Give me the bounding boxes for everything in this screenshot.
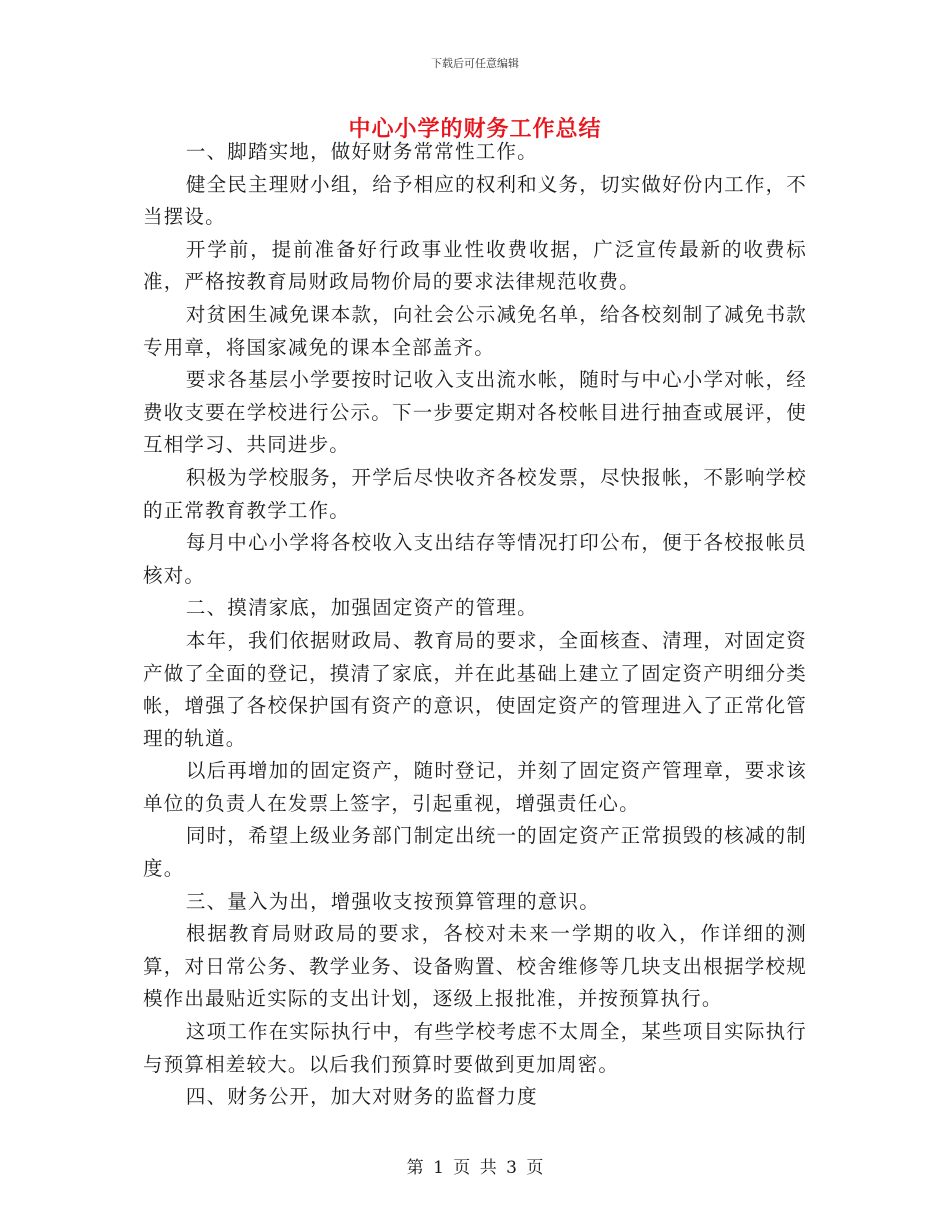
section-heading-3: 三、量入为出，增强收支按预算管理的意识。 bbox=[185, 889, 600, 913]
paragraph: 积极为学校服务，开学后尽快收齐各校发票，尽快报帐，不影响学校的正常教育教学工作。 bbox=[143, 465, 807, 522]
paragraph: 同时，希望上级业务部门制定出统一的固定资产正常损毁的核减的制度。 bbox=[143, 824, 807, 881]
paragraph: 健全民主理财小组，给予相应的权利和义务，切实做好份内工作，不当摆设。 bbox=[143, 172, 807, 229]
page-footer: 第 1 页 共 3 页 bbox=[406, 1158, 544, 1178]
section-heading-2: 二、摸清家底，加强固定资产的管理。 bbox=[185, 596, 538, 620]
section-heading-1: 一、脚踏实地，做好财务常常性工作。 bbox=[185, 140, 538, 163]
section-heading-4: 四、财务公开，加大对财务的监督力度 bbox=[185, 1085, 538, 1109]
paragraph: 根据教育局财政局的要求，各校对未来一学期的收入，作详细的测算，对日常公务、教学业务、设备购置、校舍维修等几块支出根据学校规模作出最贴近实际的支出计划，逐级上报批准，并按预算执行。 bbox=[143, 922, 807, 1011]
paragraph: 要求各基层小学要按时记收入支出流水帐，随时与中心小学对帐，经费收支要在学校进行公示。下一步要定期对各校帐目进行抽查或展评，使互相学习、共同进步。 bbox=[143, 368, 807, 457]
paragraph: 以后再增加的固定资产，随时登记，并刻了固定资产管理章，要求该单位的负责人在发票上签字，引起重视，增强责任心。 bbox=[143, 759, 807, 815]
document-body bbox=[143, 136, 807, 1114]
paragraph: 对贫困生减免课本款，向社会公示减免名单，给各校刻制了减免书款专用章，将国家减免的课本全部盖齐。 bbox=[143, 302, 807, 359]
paragraph: 开学前，提前准备好行政事业性收费收据，广泛宣传最新的收费标准，严格按教育局财政局物价局的要求法律规范收费。 bbox=[143, 237, 807, 294]
paragraph: 本年，我们依据财政局、教育局的要求，全面核查、清理，对固定资产做了全面的登记，摸清了家底，并在此基础上建立了固定资产明细分类帐，增强了各校保护国有资产的意识，使固定资产的管理进入了正常化管理的轨道。 bbox=[143, 628, 807, 750]
paragraph: 每月中心小学将各校收入支出结存等情况打印公布，便于各校报帐员核对。 bbox=[143, 531, 807, 587]
paragraph: 这项工作在实际执行中，有些学校考虑不太周全，某些项目实际执行与预算相差较大。以后我们预算时要做到更加周密。 bbox=[143, 1020, 807, 1076]
document-title: 中心小学的财务工作总结 bbox=[348, 116, 602, 142]
header-note: 下载后可任意编辑 bbox=[431, 57, 519, 70]
